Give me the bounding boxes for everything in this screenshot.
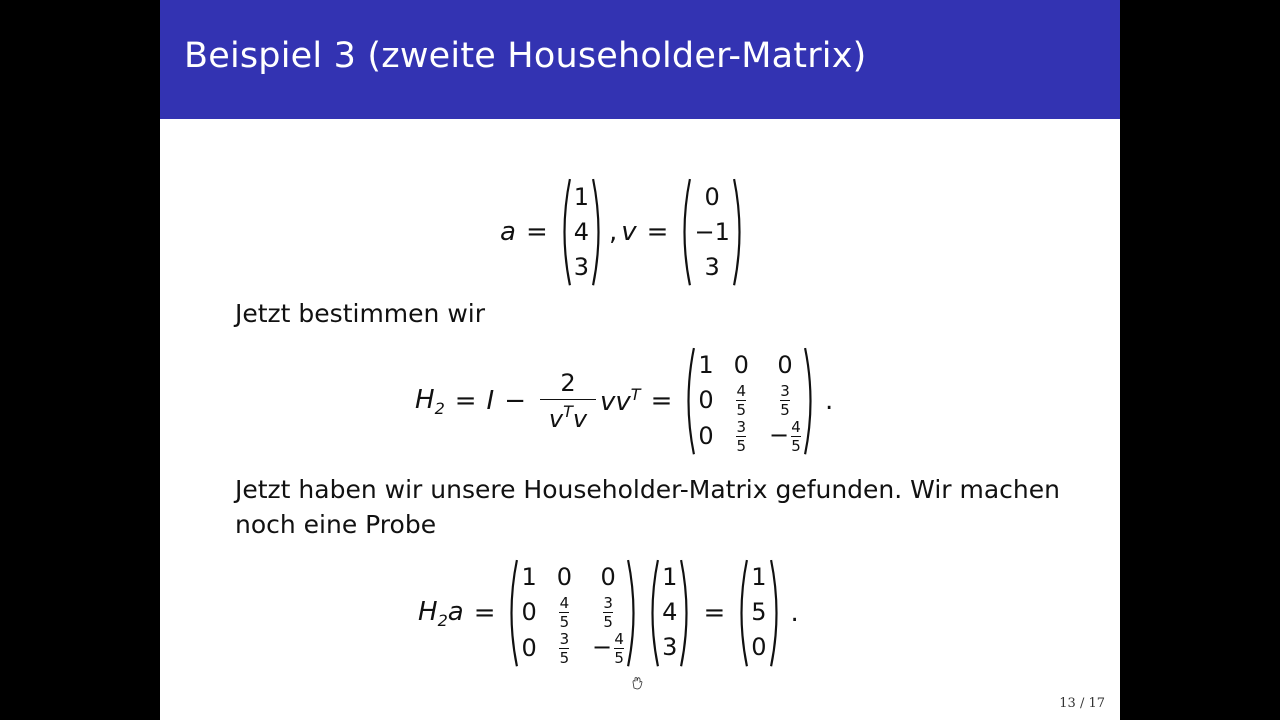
- minus-sign: −: [504, 386, 527, 416]
- result-entry: 0: [751, 633, 767, 662]
- matrix-H2-check: [505, 559, 640, 667]
- equals-sign: =: [650, 386, 673, 416]
- vector-a: [558, 178, 605, 286]
- matrix-entry: 0: [521, 598, 537, 627]
- equals-sign: =: [454, 386, 477, 416]
- matrix-entry: $\frac{4}{5}$: [559, 594, 570, 632]
- period: .: [825, 386, 834, 416]
- period: .: [790, 598, 799, 628]
- matrix-entry: − $\frac{4}{5}$: [592, 629, 624, 667]
- matrix-entry: $\frac{3}{5}$: [736, 417, 747, 455]
- vec-v-entry: −1: [694, 217, 730, 246]
- vector-result: [735, 559, 782, 667]
- vector-a-check: [646, 559, 693, 667]
- matrix-H2: [682, 347, 817, 455]
- equation-check: [418, 558, 799, 668]
- matrix-entry: 0: [698, 421, 714, 450]
- matrix-entry: 0: [600, 562, 616, 591]
- matrix-entry: − $\frac{4}{5}$: [768, 417, 801, 455]
- vec-a-entry: 3: [573, 252, 590, 281]
- matrix-entry: $\frac{3}{5}$: [780, 382, 790, 420]
- var-H2a: $H_2a$: [418, 596, 464, 630]
- result-entry: 1: [751, 563, 767, 592]
- var-v: v: [621, 217, 637, 247]
- vec-v-entry: 0: [704, 182, 720, 211]
- equation-vectors: [500, 178, 746, 286]
- vec-entry: 4: [662, 598, 678, 627]
- matrix-entry: $\frac{3}{5}$: [603, 594, 613, 632]
- matrix-entry: 0: [733, 350, 749, 379]
- vec-entry: 3: [662, 633, 678, 662]
- vector-v: [678, 178, 745, 286]
- matrix-entry: $\frac{3}{5}$: [559, 629, 570, 667]
- page-number: 13 / 17: [1059, 696, 1105, 711]
- vec-a-entry: 4: [573, 217, 590, 246]
- matrix-entry: $\frac{4}{5}$: [736, 382, 747, 420]
- slide: [160, 0, 1120, 720]
- matrix-entry: 0: [521, 633, 537, 662]
- term-vvT: $vv^T$: [600, 385, 641, 417]
- vec-entry: 1: [662, 563, 678, 592]
- vec-v-entry: 3: [704, 252, 720, 281]
- paragraph-found-line1: Jetzt haben wir unsere Householder-Matrix gefunden. Wir machen: [235, 475, 1060, 504]
- var-a: a: [500, 217, 516, 247]
- result-entry: 5: [751, 598, 767, 627]
- fraction-2-over-vTv: 2 $v^Tv$: [540, 369, 596, 433]
- matrix-entry: 0: [777, 350, 793, 379]
- paragraph-determine: Jetzt bestimmen wir: [235, 299, 485, 328]
- equals-sign: =: [646, 217, 669, 247]
- hand-cursor-icon: [630, 676, 644, 690]
- var-H: $H_2$: [415, 384, 445, 418]
- var-I: I: [486, 386, 495, 416]
- equals-sign: =: [525, 217, 548, 247]
- matrix-entry: 1: [698, 350, 714, 379]
- equals-sign: =: [703, 598, 726, 628]
- matrix-entry: 1: [521, 562, 537, 591]
- comma: ,: [609, 217, 618, 247]
- matrix-entry: 0: [698, 386, 714, 415]
- title-bar: [160, 0, 1120, 119]
- paragraph-found-line2: noch eine Probe: [235, 510, 437, 539]
- matrix-entry: 0: [556, 562, 573, 591]
- slide-title: Beispiel 3 (zweite Householder-Matrix): [184, 36, 867, 76]
- equation-householder: [415, 346, 833, 456]
- equals-sign: =: [473, 598, 496, 628]
- vec-a-entry: 1: [573, 182, 590, 211]
